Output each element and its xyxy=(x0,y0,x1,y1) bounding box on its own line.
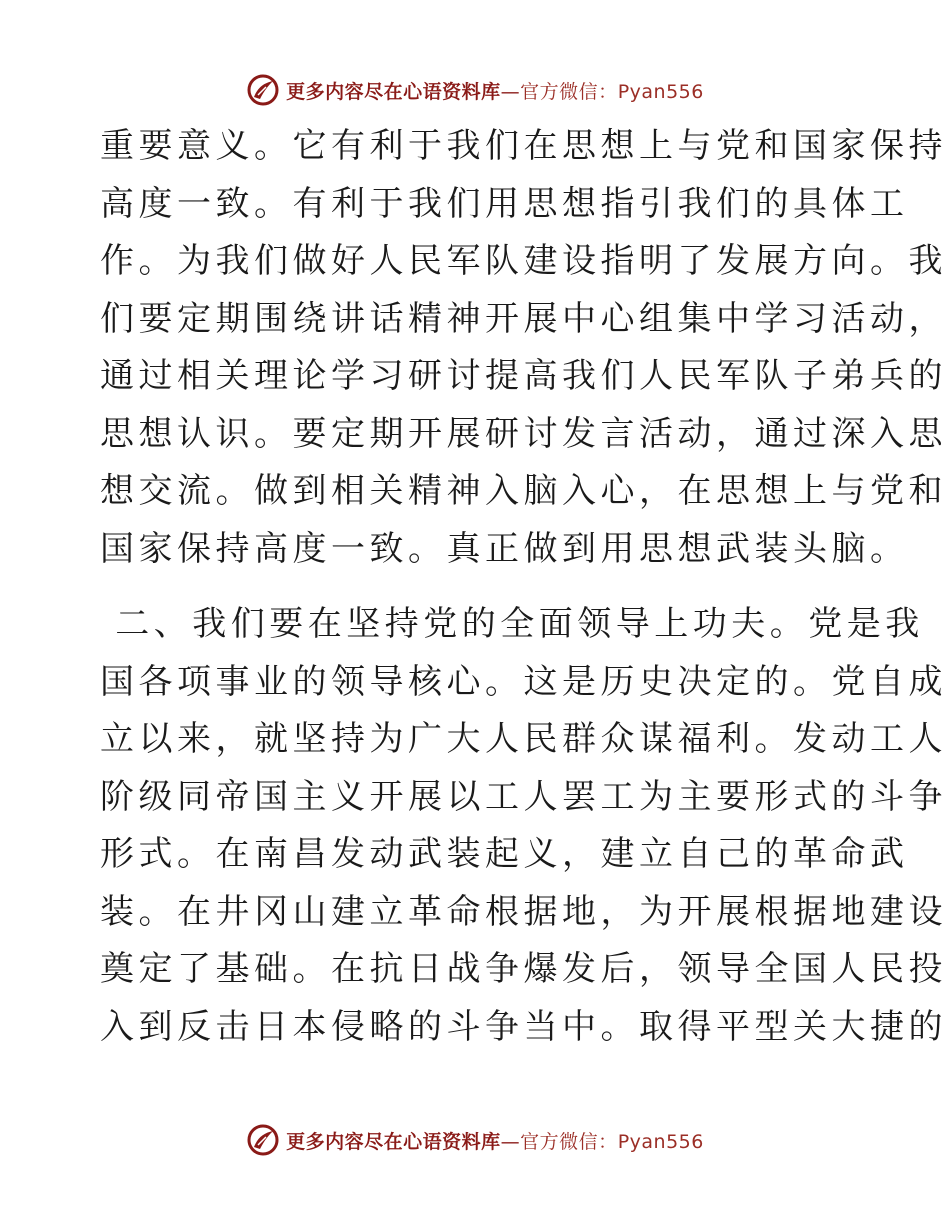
footer-watermark-banner xyxy=(0,1120,950,1160)
document-body xyxy=(100,118,947,1056)
banner-separator: — xyxy=(500,80,521,103)
banner-site-text: 更多内容尽在心语资料库 xyxy=(286,1130,501,1153)
paragraph xyxy=(100,118,947,578)
paragraph xyxy=(100,596,947,1056)
text-line: 想交流。做到相关精神入脑入心，在思想上与党和 xyxy=(100,471,947,511)
banner-wechat-label: 官方微信： xyxy=(520,80,618,103)
banner-wechat-id: Pyan556 xyxy=(617,80,704,103)
text-line: 作。为我们做好人民军队建设指明了发展方向。我 xyxy=(100,241,947,281)
text-line: 重要意义。它有利于我们在思想上与党和国家保持 xyxy=(100,126,947,166)
banner-wechat-label: 官方微信： xyxy=(520,1130,618,1153)
brand-logo-icon xyxy=(246,73,280,107)
text-line: 入到反击日本侵略的斗争当中。取得平型关大捷的 xyxy=(100,1006,947,1047)
text-line: 国家保持高度一致。真正做到用思想武装头脑。 xyxy=(100,528,909,569)
text-line: 装。在井冈山建立革命根据地，为开展根据地建设 xyxy=(100,891,947,932)
banner-text xyxy=(286,77,704,104)
text-line: 通过相关理论学习研讨提高我们人民军队子弟兵的 xyxy=(100,356,947,396)
brand-logo-icon xyxy=(246,1123,280,1157)
header-watermark-banner xyxy=(0,70,950,110)
banner-wechat-id: Pyan556 xyxy=(617,1130,704,1153)
text-line: 奠定了基础。在抗日战争爆发后，领导全国人民投 xyxy=(100,949,947,989)
text-line: 思想认识。要定期开展研讨发言活动，通过深入思 xyxy=(100,413,947,454)
text-line: 立以来，就坚持为广大人民群众谋福利。发动工人 xyxy=(100,719,947,759)
text-line: 形式。在南昌发动武装起义，建立自己的革命武 xyxy=(100,834,909,874)
paragraph-spacer xyxy=(100,578,860,596)
text-line: 们要定期围绕讲话精神开展中心组集中学习活动， xyxy=(100,298,947,339)
text-line: 高度一致。有利于我们用思想指引我们的具体工 xyxy=(100,183,909,224)
text-line: 二、我们要在坚持党的全面领导上功夫。党是我 xyxy=(100,604,924,644)
text-line: 阶级同帝国主义开展以工人罢工为主要形式的斗争 xyxy=(100,776,947,817)
text-line: 国各项事业的领导核心。这是历史决定的。党自成 xyxy=(100,661,947,702)
banner-site-text: 更多内容尽在心语资料库 xyxy=(286,80,501,103)
banner-separator: — xyxy=(500,1130,521,1153)
banner-text xyxy=(286,1127,704,1154)
